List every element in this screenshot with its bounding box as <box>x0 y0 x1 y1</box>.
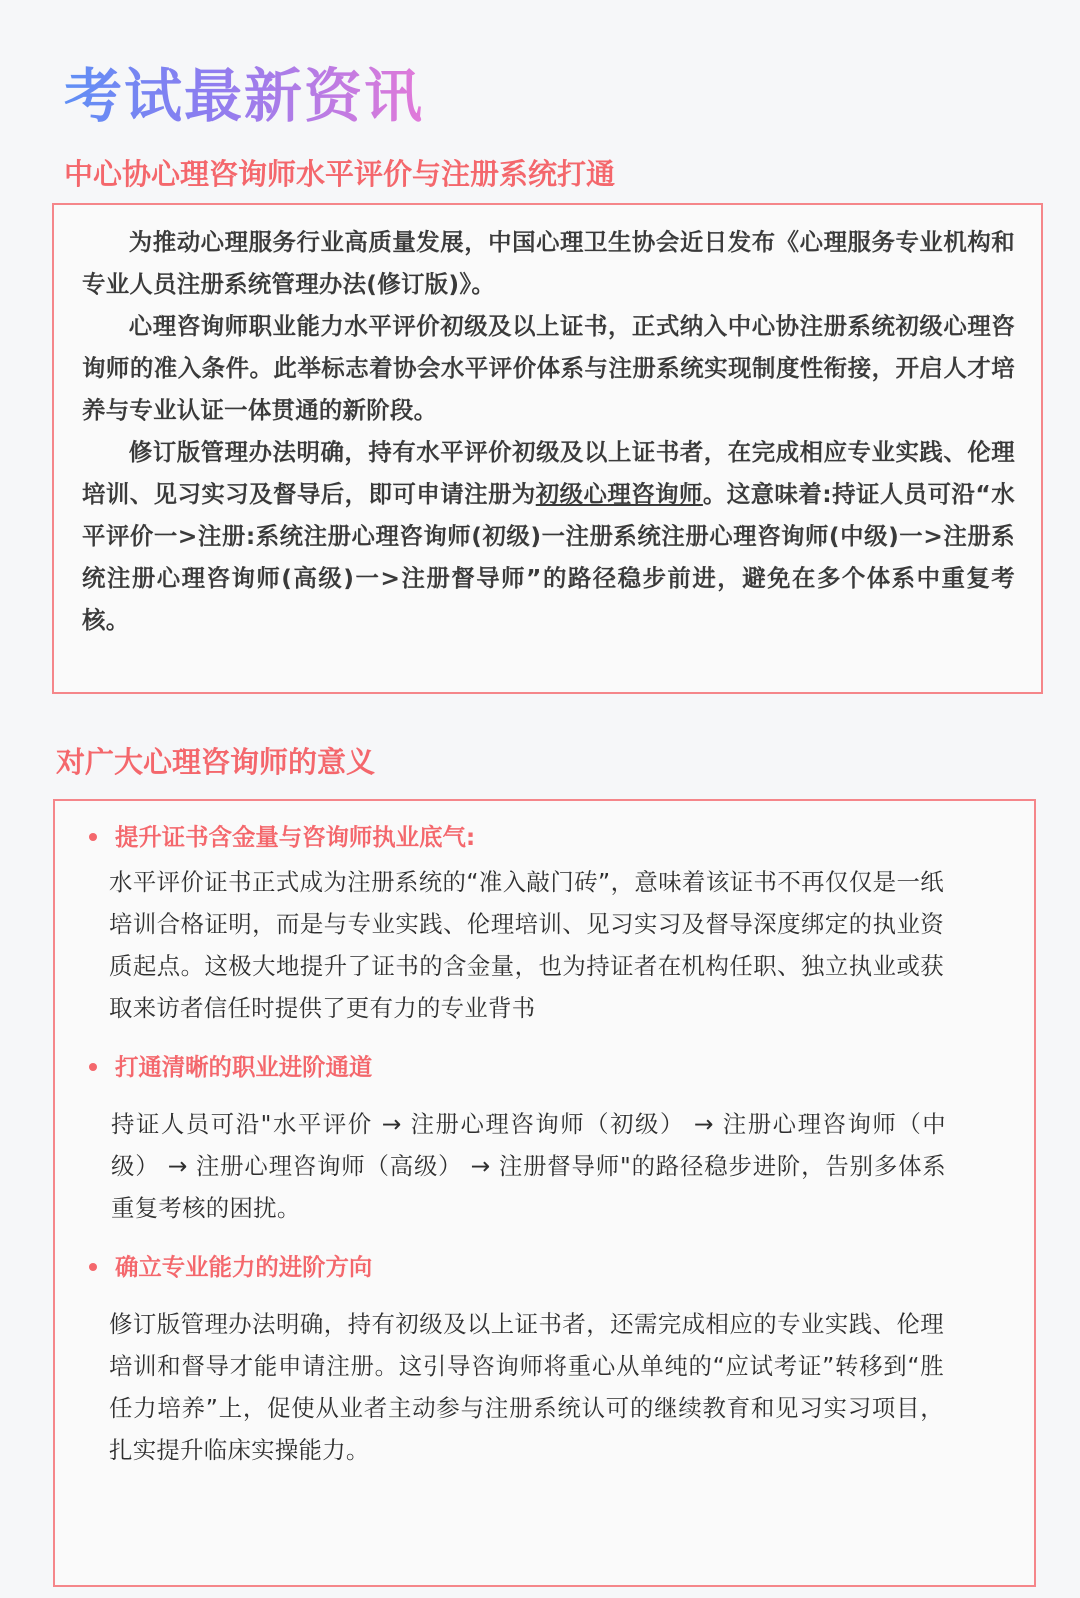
section1-paragraph <box>82 431 1015 641</box>
bullet-dot-icon <box>89 1263 97 1271</box>
bullet-dot-icon <box>89 833 97 841</box>
list-item-body: 持证人员可沿"水平评价 → 注册心理咨询师（初级） → 注册心理咨询师（中级） → 注册心理咨询师（高级） → 注册督导师"的路径稳步进阶，告别多体系重复考核的困扰。 <box>111 1110 946 1222</box>
section1-paragraph3-after: 。这意味着:持证人员可沿“水平评价一>注册:系统注册心理咨询师(初级)一注册系统注册心理咨询师(中级)一>注册系统注册心理咨询师(高级)一>注册督导师”的路径稳步前进，避免在多个体系中重复考核。 <box>82 480 1015 634</box>
underlined-term: 初级心理咨询师 <box>535 480 703 508</box>
list-item-body: 修订版管理办法明确，持有初级及以上证书者，还需完成相应的专业实践、伦理培训和督导才能申请注册。这引导咨询师将重心从单纯的“应试考证”转移到“胜任力培养”上，促使从业者主动参与注册系统认可的继续教育和见习实习项目，扎实提升临床实操能力。 <box>109 1310 944 1464</box>
page-title: 考试最新资讯 <box>64 58 424 134</box>
section1-paragraph3-before: 修订版管理办法明确，持有水平评价初级及以上证书者，在完成相应专业实践、伦理培训、见习实习及督导后，即可申请注册为 <box>82 438 1015 508</box>
section1-paragraph: 为推动心理服务行业高质量发展，中国心理卫生协会近日发布《心理服务专业机构和专业人员注册系统管理办法(修订版)》。 <box>82 228 1015 298</box>
list-item-title <box>89 1045 1008 1089</box>
list-item-title <box>89 1245 1008 1289</box>
list-item <box>89 815 1008 1029</box>
list-item <box>89 1245 1008 1471</box>
bullet-dot-icon <box>89 1063 97 1071</box>
section1-content-box <box>52 203 1043 694</box>
list-item <box>89 1045 1008 1229</box>
list-item-body: 水平评价证书正式成为注册系统的“准入敲门砖”，意味着该证书不再仅仅是一纸培训合格证明，而是与专业实践、伦理培训、见习实习及督导深度绑定的执业资质起点。这极大地提升了证书的含金量，也为持证者在机构任职、独立执业或获取来访者信任时提供了更有力的专业背书 <box>109 868 944 1022</box>
list-item-title-text: 打通清晰的职业进阶通道 <box>115 1053 373 1081</box>
list-item-title-text: 提升证书含金量与咨询师执业底气: <box>115 823 476 851</box>
list-item-title-text: 确立专业能力的进阶方向 <box>115 1253 373 1281</box>
section1-paragraph: 心理咨询师职业能力水平评价初级及以上证书，正式纳入中心协注册系统初级心理咨询师的准入条件。此举标志着协会水平评价体系与注册系统实现制度性衔接，开启人才培养与专业认证一体贯通的新阶段。 <box>82 312 1015 424</box>
section1-heading: 中心协心理咨询师水平评价与注册系统打通 <box>64 157 616 191</box>
section2-content-box <box>53 799 1036 1587</box>
list-item-title <box>89 815 1008 859</box>
section2-heading: 对广大心理咨询师的意义 <box>56 745 376 779</box>
